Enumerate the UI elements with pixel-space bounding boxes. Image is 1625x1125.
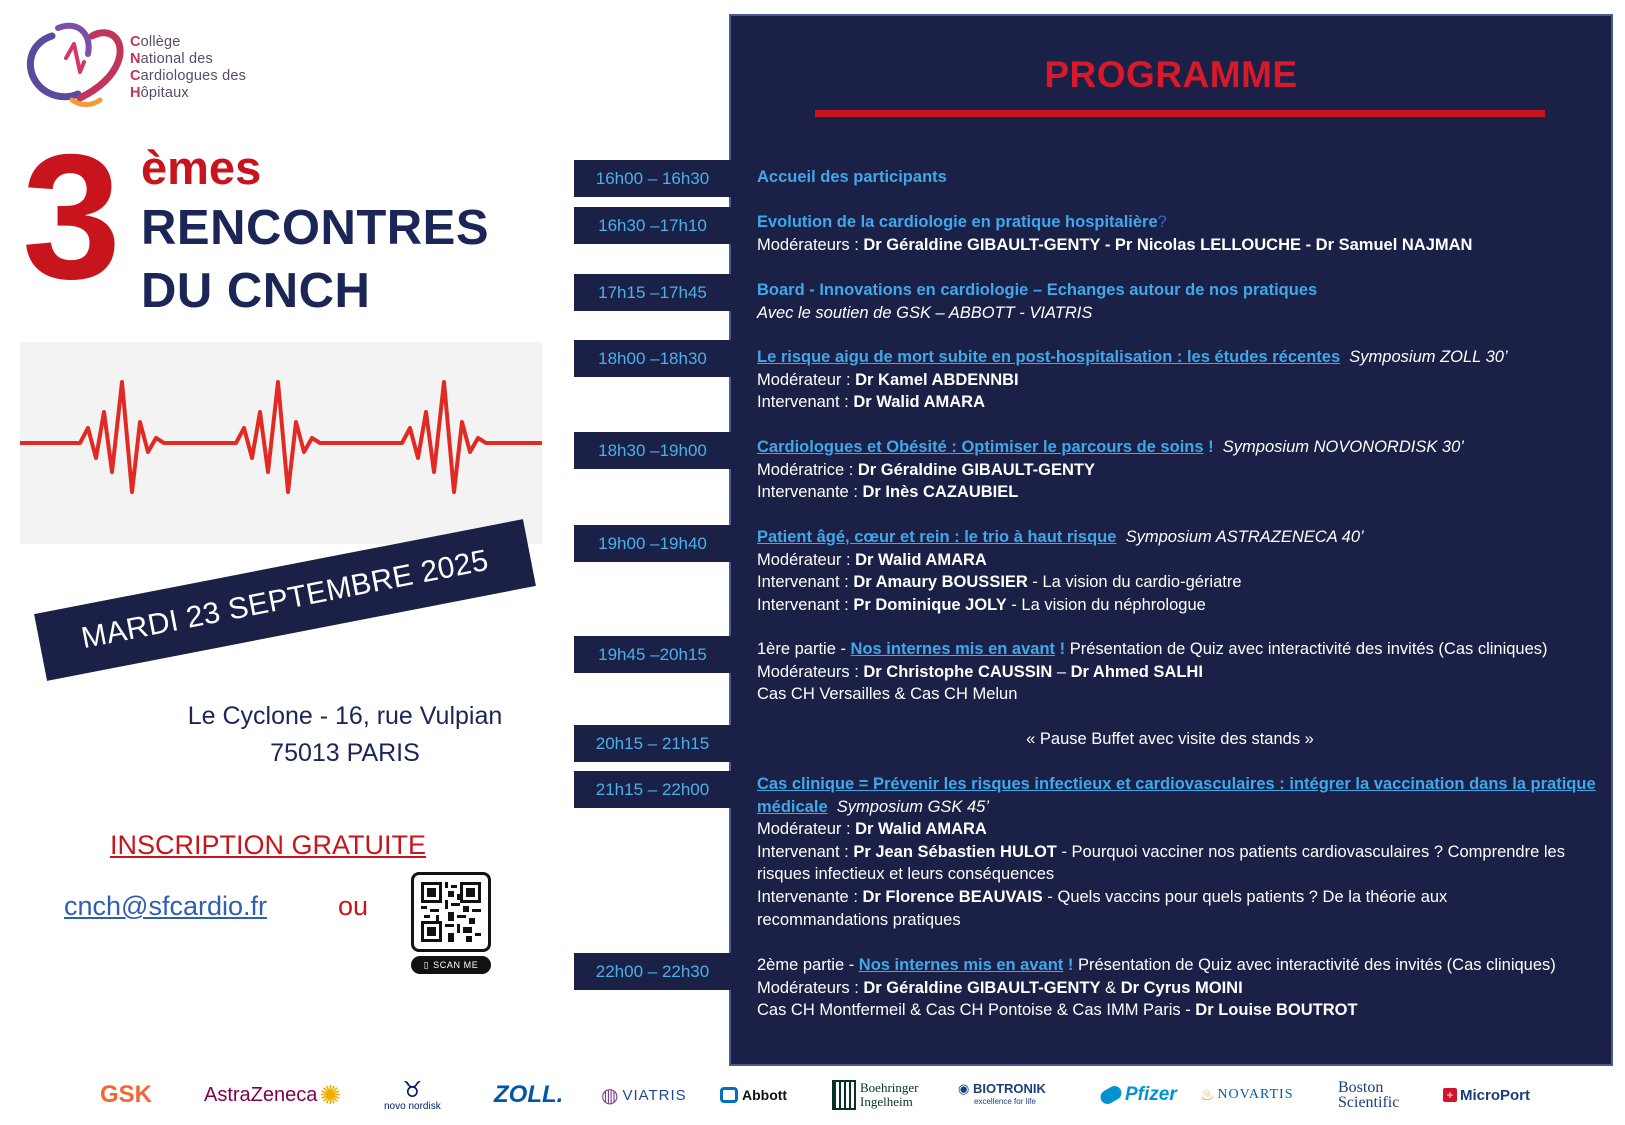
session-title: Evolution de la cardiologie en pratique hospitalière [757, 213, 1158, 231]
session-10: 2ème partie - Nos internes mis en avant ! Présentation de Quiz avec interactivité des invités (Cas cliniques) Modérateurs : Dr Géraldine GIBAULT-GENTY & Dr Cyrus MOINI Cas CH Montfermeil & Cas CH Pontoise & Cas IMM Paris - Dr Louise BOUTROT [757, 956, 1556, 1020]
time-slot-1: 16h00 – 16h30 [574, 160, 731, 197]
apis-bull-icon: ♉ [402, 1076, 423, 1102]
pause-text: « Pause Buffet avec visite des stands » [1026, 730, 1314, 748]
time-slot-8: 20h15 – 21h15 [574, 725, 731, 762]
programme-title-underline [815, 110, 1545, 117]
session-2: Evolution de la cardiologie en pratique hospitalière? Modérateurs : Dr Géraldine GIBAULT-GENTY - Pr Nicolas LELLOUCHE - Dr Samuel NAJMAN [757, 213, 1473, 254]
qr-code[interactable] [411, 872, 491, 976]
sponsor-abbott: Abbott [720, 1068, 787, 1122]
session-7: 1ère partie - Nos internes mis en avant ! Présentation de Quiz avec interactivité des invités (Cas cliniques) Modérateurs : Dr Christophe CAUSSIN – Dr Ahmed SALHI Cas CH Versailles & Cas CH Melun [757, 640, 1548, 704]
registration-email-link[interactable]: cnch@sfcardio.fr [64, 891, 267, 921]
qr-frame [411, 872, 491, 952]
time-slot-5: 18h30 –19h00 [574, 432, 731, 469]
venue-city: 75013 PARIS [270, 739, 420, 767]
edition-suffix: èmes [141, 141, 262, 194]
time-slot-10: 22h00 – 22h30 [574, 953, 731, 990]
boehringer-building-icon [832, 1080, 856, 1110]
cnch-logo [22, 14, 282, 114]
time-slot-4: 18h00 –18h30 [574, 340, 731, 377]
logo-text: Collège National des Cardiologues des Hôpitaux [130, 34, 247, 101]
or-label: ou [338, 891, 369, 921]
session-title-link[interactable]: Cardiologues et Obésité : Optimiser le parcours de soins [757, 438, 1204, 456]
sponsor-viatris: ◍ VIATRIS [601, 1084, 687, 1107]
sponsor-biotronik: ◉ BIOTRONIK excellence for life [958, 1081, 1046, 1106]
edition-number: 3 [22, 117, 121, 316]
ecg-line-icon [20, 342, 542, 544]
pfizer-pill-icon [1098, 1083, 1124, 1106]
event-title-line1: RENCONTRES [141, 201, 490, 255]
sponsor-microport: + MicroPort [1443, 1068, 1530, 1122]
event-date: MARDI 23 SEPTEMBRE 2025 [78, 543, 492, 656]
session-9: Cas clinique = Prévenir les risques infectieux et cardiovasculaires : intégrer la vaccination dans la pratique médicale Symposium GSK 45’ Modérateur : Dr Walid AMARA Intervenant : Pr Jean Sébastien HULOT - Pourquoi vacciner nos patients cardiovasculaires ? Comprendre les risques infectieux et leurs conséquences Intervenante : Dr Florence BEAUVAIS - Quels vaccins pour quels patients ? De la théorie aux recommandations pratiques [757, 775, 1596, 929]
sponsor-boehringer: Boehringer Ingelheim [832, 1068, 918, 1122]
registration-title: INSCRIPTION GRATUITE [110, 830, 427, 860]
time-slot-7: 19h45 –20h15 [574, 636, 731, 673]
session-title: Accueil des participants [757, 168, 947, 186]
internes-link[interactable]: Nos internes mis en avant [858, 956, 1064, 974]
abbott-logo-icon [720, 1087, 738, 1103]
sponsor-astrazeneca: AstraZeneca ✺ [204, 1079, 342, 1110]
event-title-line2: DU CNCH [141, 264, 371, 318]
ecg-illustration [20, 342, 542, 544]
astrazeneca-symbol-icon: ✺ [319, 1079, 342, 1110]
venue [140, 698, 550, 772]
session-title: Board - Innovations en cardiologie – Echanges autour de nos pratiques [757, 281, 1318, 299]
sponsor-novartis: ♨ NOVARTIS [1200, 1087, 1294, 1104]
internes-link[interactable]: Nos internes mis en avant [850, 640, 1056, 658]
session-1 [757, 166, 1597, 189]
session-4: Le risque aigu de mort subite en post-hospitalisation : les études récentes Symposium ZOLL 30’ Modérateur : Dr Kamel ABDENNBI Intervenant : Dr Walid AMARA [757, 348, 1508, 412]
biotronik-dot-icon: ◉ [958, 1081, 973, 1096]
heart-logo-icon [22, 14, 132, 114]
time-slot-3: 17h15 –17h45 [574, 274, 731, 311]
novartis-flame-icon: ♨ [1200, 1087, 1215, 1104]
viatris-globe-icon: ◍ [601, 1084, 619, 1107]
session-6: Patient âgé, cœur et rein : le trio à haut risque Symposium ASTRAZENECA 40’ Modérateur : Dr Walid AMARA Intervenant : Dr Amaury BOUSSIER - La vision du cardio-gériatre Intervenant : Pr Dominique JOLY - La vision du néphrologue [757, 528, 1364, 614]
sponsor-novo-nordisk: ♉ novo nordisk [384, 1076, 441, 1112]
session-title-link[interactable]: Le risque aigu de mort subite en post-hospitalisation : les études récentes [757, 348, 1341, 366]
venue-address: Le Cyclone - 16, rue Vulpian [187, 702, 503, 730]
session-title-link[interactable]: Cas clinique = Prévenir les risques infectieux et cardiovasculaires : intégrer la vaccination dans la pratique [757, 775, 1596, 793]
session-3: Board - Innovations en cardiologie – Echanges autour de nos pratiques Avec le soutien de GSK – ABBOTT - VIATRIS [757, 281, 1318, 322]
qr-code-icon [421, 882, 481, 942]
time-slot-6: 19h00 –19h40 [574, 525, 731, 562]
time-slot-9: 21h15 – 22h00 [574, 771, 731, 808]
phone-icon: ▯ [423, 959, 430, 970]
sponsor-boston-scientific: Boston Scientific [1338, 1079, 1400, 1111]
sponsor-logos [0, 1068, 1625, 1122]
programme-title: PROGRAMME [1044, 54, 1298, 95]
scan-me-badge: ▯ SCAN ME [411, 956, 491, 974]
session-title-link[interactable]: Patient âgé, cœur et rein : le trio à haut risque [757, 528, 1117, 546]
sponsor-gsk: GSK [100, 1081, 153, 1108]
time-slot-2: 16h30 –17h10 [574, 207, 731, 244]
session-8 [757, 728, 1597, 751]
session-5: Cardiologues et Obésité : Optimiser le parcours de soins ! Symposium NOVONORDISK 30’ Modératrice : Dr Géraldine GIBAULT-GENTY Intervenante : Dr Inès CAZAUBIEL [757, 438, 1464, 502]
sponsor-pfizer: Pfizer [1100, 1068, 1177, 1122]
microport-plus-icon: + [1443, 1088, 1457, 1102]
sponsor-zoll: ZOLL. [494, 1081, 564, 1108]
